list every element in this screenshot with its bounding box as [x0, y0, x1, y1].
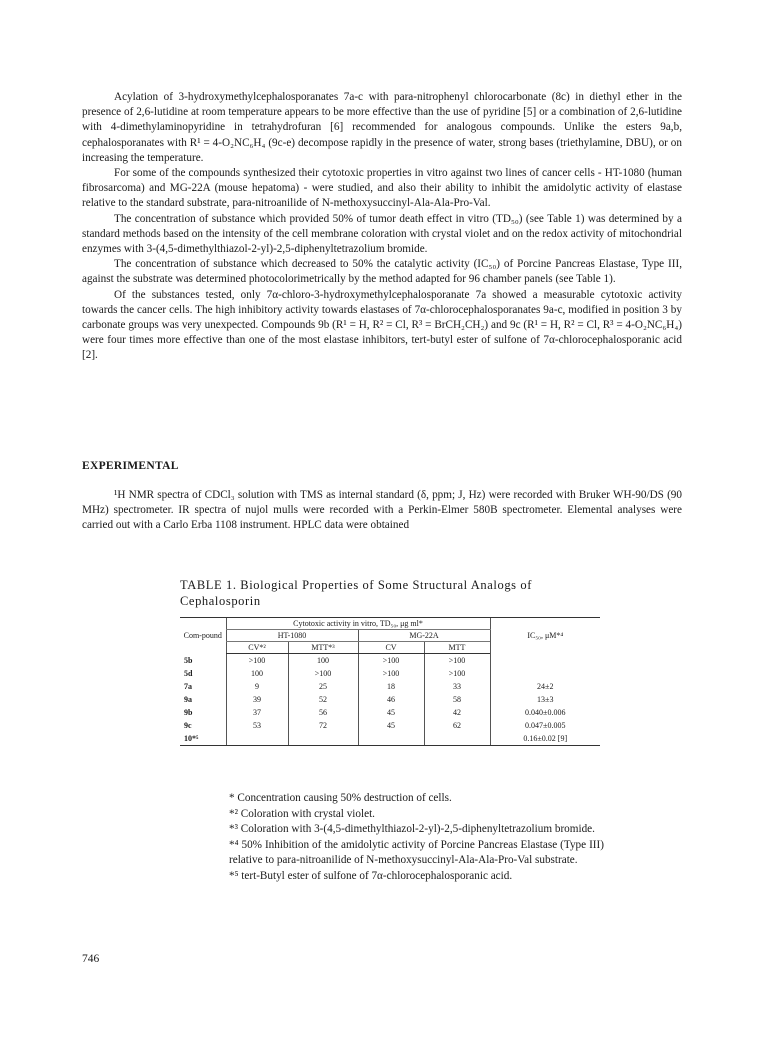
cell-compound: 7a — [184, 682, 192, 691]
header-compound: Com-pound — [180, 618, 226, 654]
table-row — [180, 693, 600, 706]
header-mg-cv: CV — [358, 642, 424, 654]
cell-ht-mtt: 72 — [288, 719, 358, 732]
cell-mg-cv: 46 — [358, 693, 424, 706]
cell-mg-mtt: >100 — [424, 654, 490, 668]
paragraph-ic50: The concentration of substance which decreased to 50% the catalytic activity (IC₅₀) of Porcine Pancreas Elastase, Type III, against the substrate was determined photocolorimetrically by the method adapted for 96 chamber panels (see Table 1). — [82, 258, 682, 286]
footnote: *⁴ 50% Inhibition of the amidolytic activity of Porcine Pancreas Elastase (Type III) relative to para-nitroanilide of N-methoxysuccinyl-Ala-Ala-Pro-Val substrate. — [229, 838, 604, 867]
cell-ht-mtt: 52 — [288, 693, 358, 706]
table-row — [180, 680, 600, 693]
cell-ht-mtt: 25 — [288, 680, 358, 693]
cell-ht-cv: 100 — [226, 667, 288, 680]
page-number: 746 — [82, 953, 100, 965]
table-row — [180, 732, 600, 746]
cell-mg-mtt: 42 — [424, 706, 490, 719]
paragraph-experimental: ¹H NMR spectra of CDCl₃ solution with TMS as internal standard (δ, ppm; J, Hz) were recorded with Bruker WH-90/DS (90 MHz) spectrometer. IR spectra of nujol mulls were recorded with a Perkin-Elmer 580B spectrometer. Elemental analyses were carried out with a Carlo Erba 1108 instrument. HPLC data were obtained — [82, 489, 682, 532]
cell-mg-mtt: 62 — [424, 719, 490, 732]
cell-ht-cv — [226, 732, 288, 746]
cell-ic50: 13±3 — [490, 693, 600, 706]
footnote: *⁵ tert-Butyl ester of sulfone of 7α-chlorocephalosporanic acid. — [229, 869, 513, 882]
cell-ht-cv: >100 — [226, 654, 288, 668]
cell-ht-cv: 53 — [226, 719, 288, 732]
biological-properties-table — [180, 617, 600, 746]
header-ic50: IC₅₀, μM*⁴ — [490, 618, 600, 654]
paragraph-td50: The concentration of substance which provided 50% of tumor death effect in vitro (TD₅₀) (see Table 1) was determined by a standard methods based on the intensity of the cell membrane coloration with crystal violet and on the redox activity of mitochondrial enzymes with 3-(4,5-dimethylthiazol-2-yl)-2,5-diphenyltetrazolium bromide. — [82, 212, 682, 256]
cell-ic50: 24±2 — [490, 680, 600, 693]
cell-ht-mtt — [288, 732, 358, 746]
paragraph-results: Of the substances tested, only 7α-chloro-3-hydroxymethylcephalosporanate 7a showed a measurable cytotoxic activity towards the cancer cells. The high inhibitory activity towards elastases of 7α-chlorocephalosporanates 9a-c, modified in position 3 by carbonate groups was very unexpected. Compounds 9b (R¹ = H, R² = Cl, R³ = BrCH₂CH₂) and 9c (R¹ = H, R² = Cl, R³ = 4-O₂NC₆H₄) were four times more effective than one of the most elastase inhibitors, tert-butyl ester of sulfone of 7α-chlorocephalosporanic acid [2]. — [82, 288, 682, 362]
table-footnotes — [229, 791, 604, 885]
header-ht1080: HT-1080 — [226, 630, 358, 642]
cell-mg-cv: >100 — [358, 654, 424, 668]
table-row — [180, 719, 600, 732]
cell-ic50: 0.16±0.02 [9] — [490, 732, 600, 746]
cell-ht-mtt: 100 — [288, 654, 358, 668]
cell-mg-cv: 45 — [358, 719, 424, 732]
cell-compound: 5d — [184, 669, 193, 678]
intro-text — [82, 90, 682, 364]
cell-compound: 9b — [184, 708, 193, 717]
cell-ic50: 0.040±0.006 — [490, 706, 600, 719]
header-mg22a: MG-22A — [358, 630, 490, 642]
cell-ht-mtt: >100 — [288, 667, 358, 680]
cell-mg-mtt: 33 — [424, 680, 490, 693]
cell-mg-cv: >100 — [358, 667, 424, 680]
header-ht-mtt: MTT*³ — [288, 642, 358, 654]
header-ht-cv: CV*² — [226, 642, 288, 654]
cell-compound: 9a — [184, 695, 192, 704]
cell-mg-mtt: 58 — [424, 693, 490, 706]
table-row — [180, 667, 600, 680]
cell-mg-mtt — [424, 732, 490, 746]
header-mg-mtt: MTT — [424, 642, 490, 654]
cell-ht-cv: 39 — [226, 693, 288, 706]
cell-mg-cv: 18 — [358, 680, 424, 693]
cell-compound: 9c — [184, 721, 192, 730]
paragraph-acylation: Acylation of 3-hydroxymethylcephalosporanates 7a-c with para-nitrophenyl chlorocarbonate (8c) in diethyl ether in the presence of 2,6-lutidine at room temperature appears to be more effective than the use of pyridine [5] or a combination of 2,6-lutidine with 4-dimethylaminopyridine in tetrahydrofuran [6] recommended for analogous compounds. Unlike the esters 9a,b, cephalosporanates with R¹ = 4-O₂NC₆H₄ (9c-e) decompose rapidly in the presence of water, strong bases (triethylamine, DBU), or on increasing the temperature. — [82, 91, 682, 164]
footnote: *³ Coloration with 3-(4,5-dimethylthiazol-2-yl)-2,5-diphenyltetrazolium bromide. — [229, 823, 595, 836]
cell-mg-mtt: >100 — [424, 667, 490, 680]
cell-ht-cv: 37 — [226, 706, 288, 719]
table-caption: TABLE 1. Biological Properties of Some Structural Analogs of Cephalosporin — [180, 578, 532, 608]
paragraph-cytotoxic-study: For some of the compounds synthesized their cytotoxic properties in vitro against two lines of cancer cells - HT-1080 (human fibrosarcoma) and MG-22A (mouse hepatoma) - were studied, and also their ability to inhibit the amidolytic activity of elastase relative to the standard substrate, para-nitroanilide of N-methoxysuccinyl-Ala-Ala-Pro-Val. — [82, 167, 682, 210]
cell-mg-cv — [358, 732, 424, 746]
section-heading-experimental: EXPERIMENTAL — [82, 460, 179, 472]
table-row — [180, 706, 600, 719]
table-1 — [180, 577, 600, 746]
table-row — [180, 654, 600, 668]
experimental-text — [82, 488, 682, 534]
header-cytotoxic: Cytotoxic activity in vitro, TD₅₀, μg ml* — [226, 618, 490, 630]
footnote: *² Coloration with crystal violet. — [229, 807, 375, 820]
cell-ic50 — [490, 654, 600, 668]
cell-compound: 5b — [184, 655, 193, 665]
cell-ic50 — [490, 667, 600, 680]
cell-compound: 10*⁵ — [180, 732, 226, 746]
cell-ht-mtt: 56 — [288, 706, 358, 719]
cell-ic50: 0.047±0.005 — [490, 719, 600, 732]
cell-mg-cv: 45 — [358, 706, 424, 719]
footnote: * Concentration causing 50% destruction of cells. — [229, 792, 452, 804]
cell-ht-cv: 9 — [226, 680, 288, 693]
